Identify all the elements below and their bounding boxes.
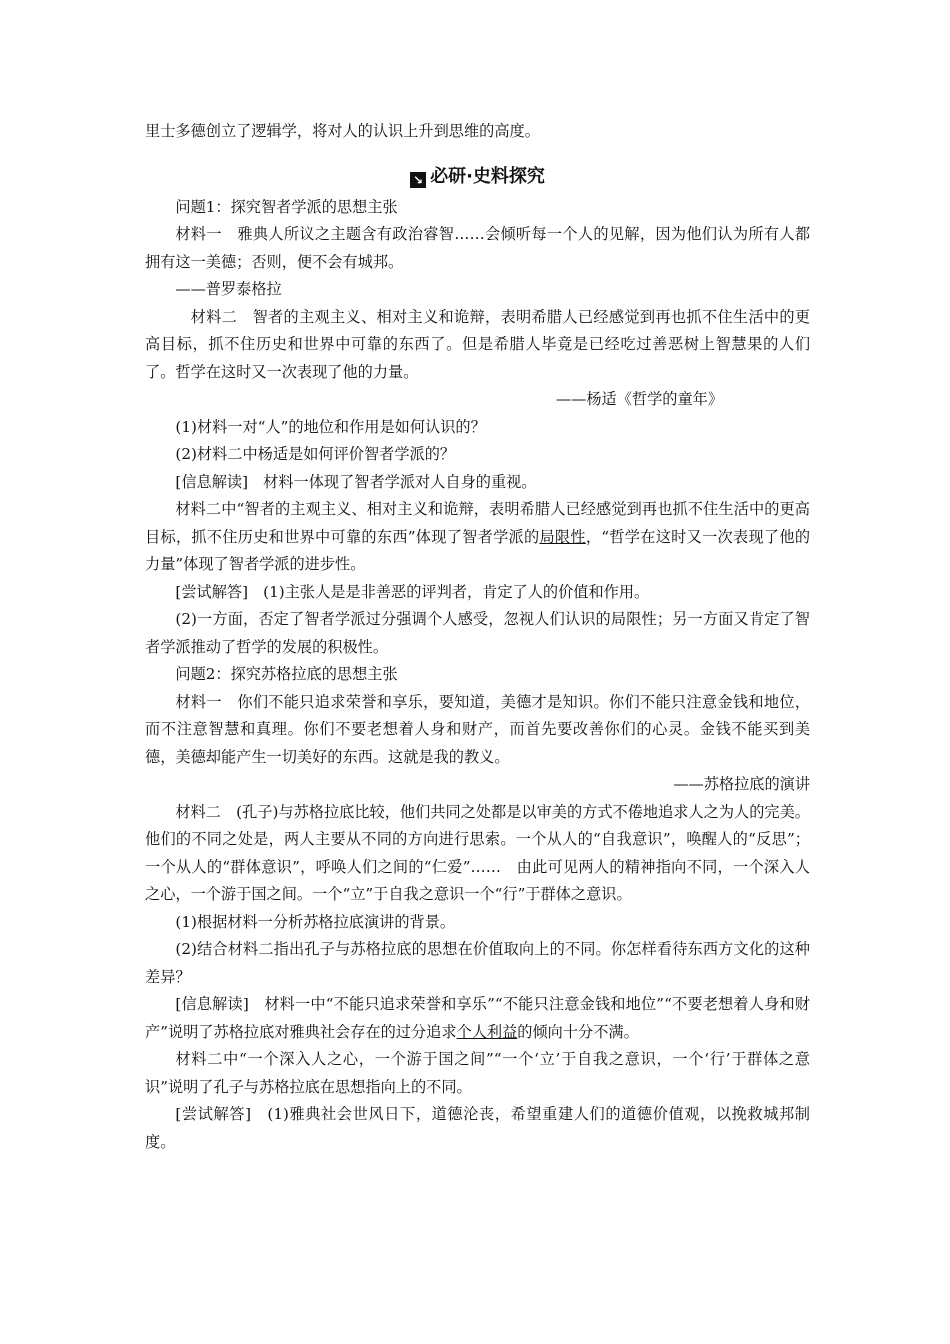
q1-material-1: 材料一 雅典人所议之主题含有政治睿智……会倾听每一个人的见解，因为他们认为所有人都拥有这一美德；否则，便不会有城邦。 — [145, 225, 810, 271]
q2-info-1-text-a: [信息解读] 材料一中“不能只追求荣誉和享乐”“不能只注意金钱和地位”“不要老想着人身和财产”说明了苏格拉底对雅典社会存在的过分追求 — [145, 995, 810, 1041]
q2-material-1: 材料一 你们不能只追求荣誉和享乐，要知道，美德才是知识。你们不能只注意金钱和地位，而不注意智慧和真理。你们不要老想着人身和财产，而首先要改善你们的心灵。金钱不能买到美德，美德却能产生一切美好的东西。这就是我的教义。 — [145, 692, 810, 766]
q1-material-2-source: ——杨适《哲学的童年》 — [555, 390, 723, 408]
q2-material-1-source: ——苏格拉底的演讲 — [673, 775, 810, 793]
arrow-down-right-icon: ↘ — [410, 172, 426, 188]
q2-info-2: 材料二中“一个深入人之心，一个游于国之间”“一个‘立’于自我之意识，一个‘行’于群体之意识”说明了孔子与苏格拉底在思想指向上的不同。 — [145, 1050, 810, 1096]
q1-info-2 — [145, 496, 810, 579]
q1-material-2: 材料二 智者的主观主义、相对主义和诡辩，表明希腊人已经感觉到再也抓不住生活中的更高目标，抓不住历史和世界中可靠的东西了。但是希腊人毕竟是已经吃过善恶树上智慧果的人们了。哲学在这时又一次表现了他的力量。 — [145, 307, 810, 381]
q2-info-1-text-b: 的倾向十分不满。 — [517, 1022, 639, 1041]
document-body — [145, 118, 810, 1156]
q1-question-1: (1)材料一对“人”的地位和作用是如何认识的？ — [175, 417, 486, 436]
q1-answer-1: [尝试解答] (1)主张人是是非善恶的评判者，肯定了人的价值和作用。 — [175, 582, 650, 601]
q1-title: 问题1：探究智者学派的思想主张 — [175, 197, 398, 216]
q2-info-1 — [145, 991, 810, 1046]
section-heading — [145, 162, 810, 192]
q1-info-2-text-b: ，“哲学在这时又一次表现了他的力量”体现了智者学派的进步性。 — [145, 527, 811, 573]
continuation-line: 里士多德创立了逻辑学，将对人的认识上升到思维的高度。 — [145, 122, 540, 140]
q1-info-2-text-a: 材料二中“智者的主观主义、相对主义和诡辩，表明希腊人已经感觉到再也抓不住生活中的更高目标，抓不住历史和世界中可靠的东西”体现了智者学派的 — [145, 500, 810, 546]
q1-info-2-underlined: 局限性 — [539, 527, 586, 546]
q2-question-2: (2)结合材料二指出孔子与苏格拉底的思想在价值取向上的不同。你怎样看待东西方文化的这种差异？ — [145, 940, 810, 986]
section-title: 必研·史料探究 — [430, 165, 545, 187]
q1-answer-2: (2)一方面，否定了智者学派过分强调个人感受，忽视人们认识的局限性；另一方面又肯定了智者学派推动了哲学的发展的积极性。 — [145, 610, 810, 656]
q2-question-1: (1)根据材料一分析苏格拉底演讲的背景。 — [175, 912, 456, 931]
q1-info-1: [信息解读] 材料一体现了智者学派对人自身的重视。 — [175, 472, 537, 491]
q2-answer-1: [尝试解答] (1)雅典社会世风日下，道德沦丧，希望重建人们的道德价值观，以挽救城邦制度。 — [145, 1105, 810, 1151]
q1-question-2: (2)材料二中杨适是如何评价智者学派的？ — [175, 445, 456, 463]
q1-material-1-source: ——普罗泰格拉 — [175, 280, 282, 298]
q2-info-1-underlined: 个人利益 — [456, 1022, 518, 1041]
q2-title: 问题2：探究苏格拉底的思想主张 — [175, 665, 398, 683]
q2-material-2: 材料二 (孔子)与苏格拉底比较，他们共同之处都是以审美的方式不倦地追求人之为人的完美。他们的不同之处是，两人主要从不同的方向进行思索。一个从人的“自我意识”，唤醒人的“反思”；一个从人的“群体意识”，呼唤人们之间的“仁爱”…… 由此可见两人的精神指向不同，一个深入人之心，一个游于国之间。一个“立”于自我之意识一个“行”于群体之意识。 — [145, 802, 810, 903]
